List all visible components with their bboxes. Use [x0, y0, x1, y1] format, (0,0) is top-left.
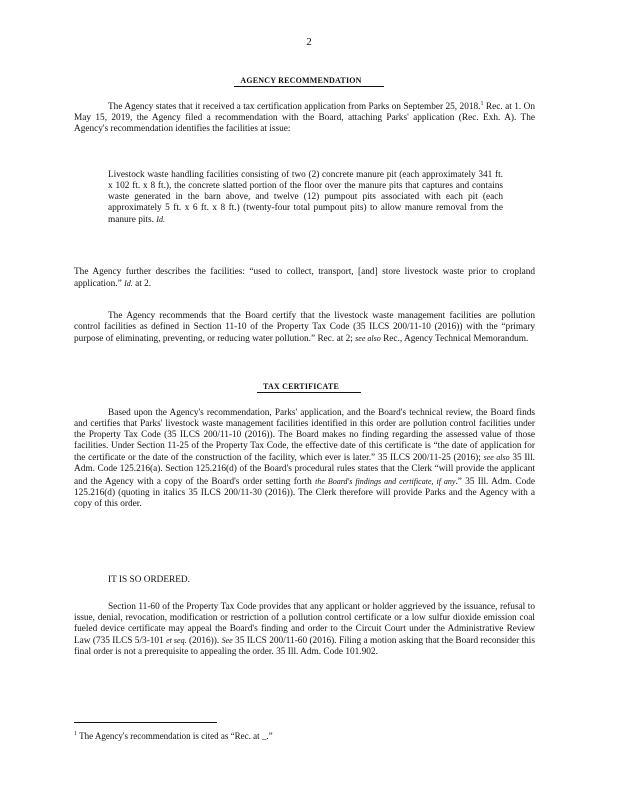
p3-text-b: Rec., Agency Technical Memorandum. — [383, 334, 529, 345]
p4-see-also: see also — [483, 453, 510, 463]
quote-text: Livestock waste handling facilities consisting of two (2) concrete manure pit (each approximately 341 ft. x 102 ft. x 8 ft.), the concrete slatted portion of the floor over the manure pits that captures and contains waste generated in the barn above, and twelve (12) pumpout pits associated with each pit (each approximately 5 ft. x 6 ft. x 8 ft.) (twenty-four total pumpout pits) to allow manure removal from the manure pits. — [108, 170, 503, 226]
p1-text-a: The Agency states that it received a tax certification application from Parks on September 25, 2018. — [108, 102, 481, 112]
p5-et-seq: et seq. — [166, 636, 187, 646]
heading-tax-text: TAX CERTIFICATE — [257, 382, 361, 393]
footnote — [74, 731, 273, 741]
paragraph-agency-describes — [74, 267, 535, 290]
heading-agency-text: AGENCY RECOMMENDATION — [234, 76, 383, 87]
p3-see-also: see also — [355, 334, 381, 344]
heading-tax-certificate — [0, 382, 618, 393]
p5-see: See — [221, 636, 233, 646]
footnote-number: 1 — [74, 731, 77, 737]
paragraph-agency-recommends — [74, 311, 535, 345]
it-is-so-ordered: IT IS SO ORDERED. — [108, 575, 190, 585]
p5-text-c: 35 ILCS 200/11-60 (2016). Filing a motion asking that the Board reconsider this final order is not a prerequisite to appealing the order. 35 Ill. Adm. Code 101.902. — [74, 636, 536, 658]
quote-id-cite: Id. — [156, 215, 165, 225]
footnote-divider — [74, 722, 217, 723]
p5-text-a: Section 11-60 of the Property Tax Code provides that any applicant or holder aggrieved by the issuance, refusal to issue, denial, revocation, modification or restriction of a pollution control certificate or a low sulfur dioxide emission coal fueled device certificate may appeal the Board's finding and order to the Circuit Court under the Administrative Review Law (735 ILCS 5/3-101 — [74, 602, 535, 647]
footnote-text: The Agency's recommendation is cited as “Rec. at _.” — [79, 731, 273, 741]
heading-agency-recommendation — [0, 76, 618, 87]
paragraph-board-findings — [74, 408, 535, 510]
footnote-marker: 1 — [480, 100, 484, 107]
p2-text-b: at 2. — [135, 279, 152, 290]
block-quote-facilities — [108, 170, 503, 226]
p5-text-b: (2016)). — [188, 636, 220, 647]
p3-text-a: The Agency recommends that the Board certify that the livestock waste management facilities are pollution control facilities as defined in Section 11-10 of the Property Tax Code (35 ILCS 200/11-10 (2016)) with the “primary purpose of eliminating, preventing, or reducing water pollution.” Rec. at 2; — [74, 311, 535, 345]
p4-italic-quote: the Board's findings and certificate, if any — [315, 476, 456, 486]
paragraph-appeal-rights — [74, 602, 535, 658]
page-number: 2 — [306, 36, 312, 48]
p4-text-b: 35 Ill. Adm. Code 125.216(a). Section 125.216(d) of the Board's procedural rules states that the Clerk “will provide the applicant and the Agency with a copy of the Board's order setting forth — [74, 453, 535, 487]
paragraph-agency-statement — [74, 102, 535, 135]
p2-id-cite: Id. — [124, 279, 133, 289]
p4-text-a: Based upon the Agency's recommendation, Parks' application, and the Board's technical review, the Board finds and certifies that Parks' livestock waste management facilities identified in this order are pollution control facilities under the Property Tax Code (35 ILCS 200/11-10 (2016)). The Board makes no finding regarding the assessed value of those facilities. Under Section 11-25 of the Property Tax Code, the effective date of this certificate is “the date of application for the certificate or the date of the construction of the facility, which ever is later.” 35 ILCS 200/11-25 (2016); — [74, 408, 535, 464]
p2-text-a: The Agency further describes the facilities: “used to collect, transport, [and] store livestock waste prior to cropland application.” — [74, 267, 535, 290]
p1-text-b: Rec. at 1. On May 15, 2019, the Agency filed a recommendation with the Board, attaching Parks' application (Rec. Exh. A). The Agency's recommendation identifies the facilities at issue: — [74, 102, 536, 135]
p4-text-c: .” 35 Ill. Adm. Code 125.216(d) (quoting in italics 35 ILCS 200/11-30 (2016)). The Clerk therefore will provide Parks and the Agency with a copy of this order. — [74, 476, 536, 509]
